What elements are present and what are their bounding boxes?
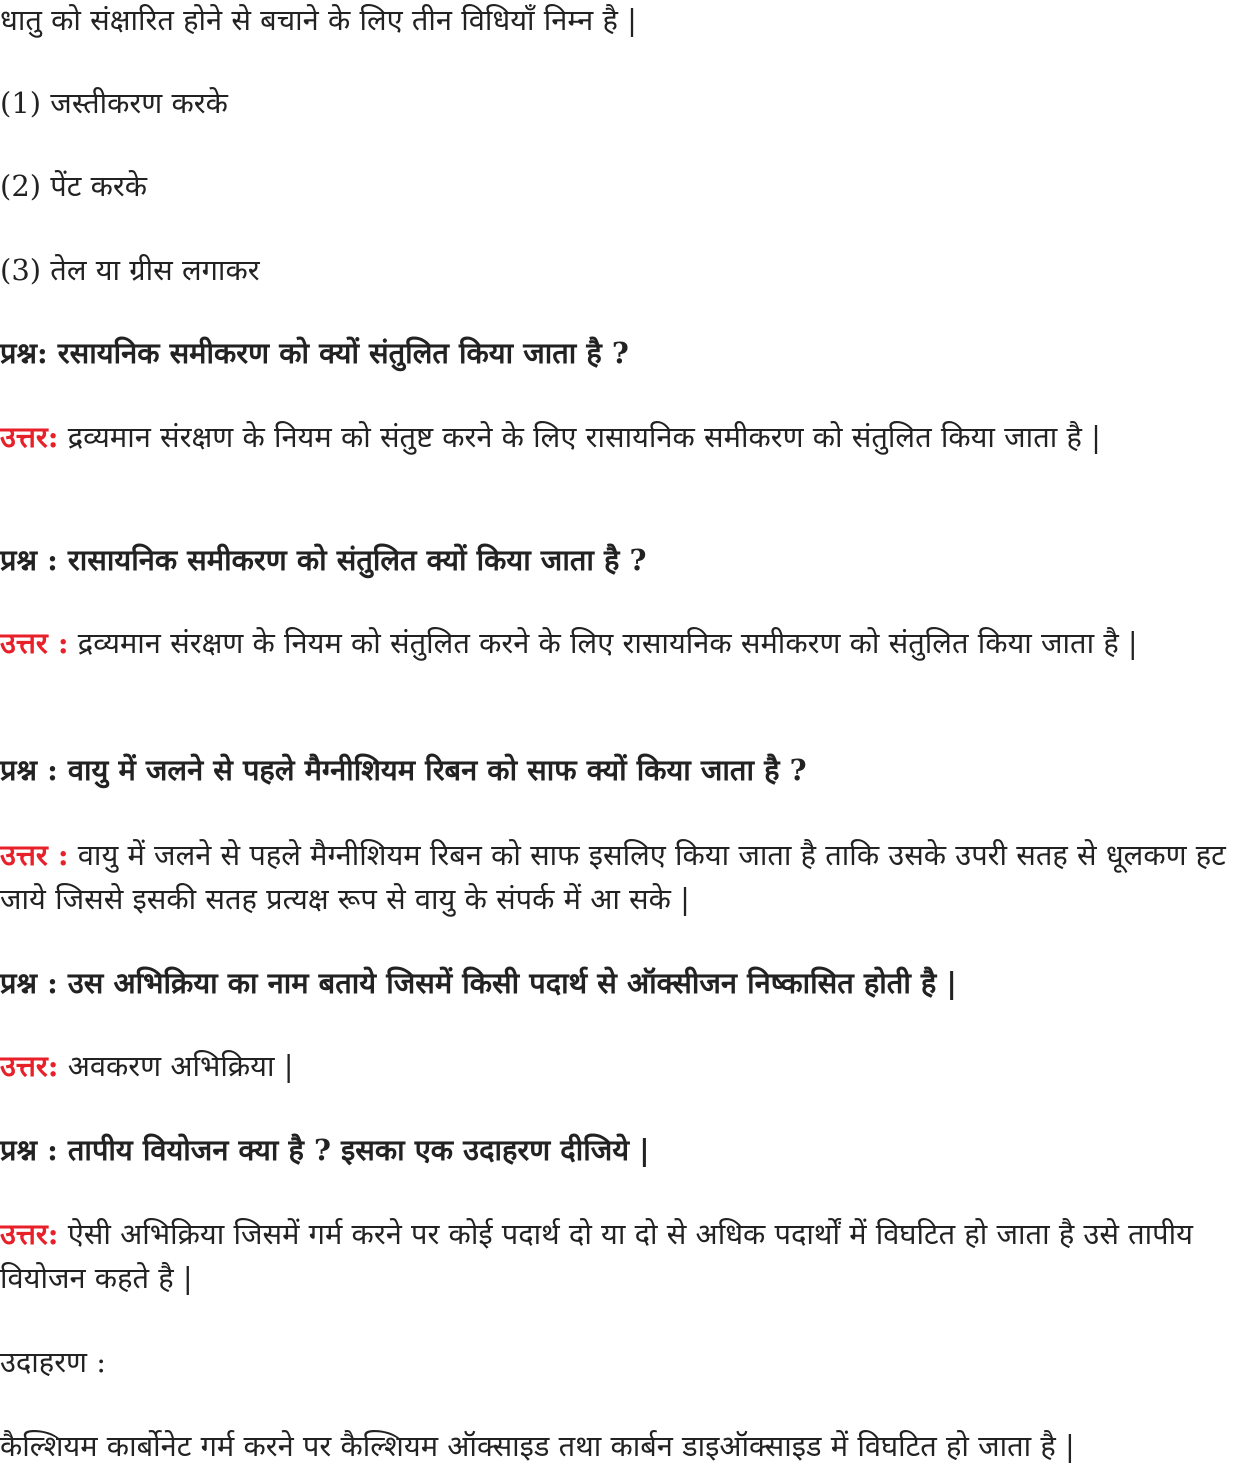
example-label: उदाहरण : [0, 1345, 107, 1379]
answer-text: वायु में जलने से पहले मैग्नीशियम रिबन को साफ इसलिए किया जाता है ताकि उसके उपरी सतह से धूलकण हट जाये जिससे इसकी सतह प्रत्यक्ष रूप से वायु के संपर्क में आ सके | [0, 838, 1226, 916]
method-item: (3) तेल या ग्रीस लगाकर [0, 253, 260, 287]
answer-label: उत्तर : [0, 838, 69, 872]
intro-text: धातु को संक्षारित होने से बचाने के लिए तीन विधियाँ निम्न है | [0, 3, 637, 37]
answer-text: द्रव्यमान संरक्षण के नियम को संतुलित करने के लिए रासायनिक समीकरण को संतुलित किया जाता है | [68, 626, 1138, 660]
answer [0, 1044, 1248, 1088]
example-text: कैल्शियम कार्बोनेट गर्म करने पर कैल्शियम ऑक्साइड तथा कार्बन डाइऑक्साइड में विघटित हो जाता है | [0, 1429, 1075, 1463]
question: प्रश्न : वायु में जलने से पहले मैग्नीशियम रिबन को साफ क्यों किया जाता है ? [0, 753, 807, 787]
answer [0, 621, 1248, 665]
method-item: (1) जस्तीकरण करके [0, 86, 228, 120]
answer-text: ऐसी अभिक्रिया जिसमें गर्म करने पर कोई पदार्थ दो या दो से अधिक पदार्थों में विघटित हो जाता है उसे तापीय वियोजन कहते है | [0, 1217, 1193, 1295]
answer-label: उत्तर: [0, 420, 59, 454]
answer-label: उत्तर: [0, 1217, 59, 1251]
answer [0, 1212, 1248, 1300]
question: प्रश्न: रसायनिक समीकरण को क्यों संतुलित किया जाता है ? [0, 336, 629, 370]
answer-text: अवकरण अभिक्रिया | [58, 1049, 294, 1083]
question: प्रश्न : उस अभिक्रिया का नाम बताये जिसमें किसी पदार्थ से ऑक्सीजन निष्कासित होती है | [0, 966, 957, 1000]
answer [0, 833, 1248, 921]
method-item: (2) पेंट करके [0, 169, 148, 203]
answer-text: द्रव्यमान संरक्षण के नियम को संतुष्ट करने के लिए रासायनिक समीकरण को संतुलित किया जाता है | [58, 420, 1101, 454]
answer [0, 415, 1248, 459]
answer-label: उत्तर: [0, 1049, 59, 1083]
question: प्रश्न : रासायनिक समीकरण को संतुलित क्यों किया जाता है ? [0, 543, 647, 577]
answer-label: उत्तर : [0, 626, 69, 660]
question: प्रश्न : तापीय वियोजन क्या है ? इसका एक उदाहरण दीजिये | [0, 1133, 650, 1167]
